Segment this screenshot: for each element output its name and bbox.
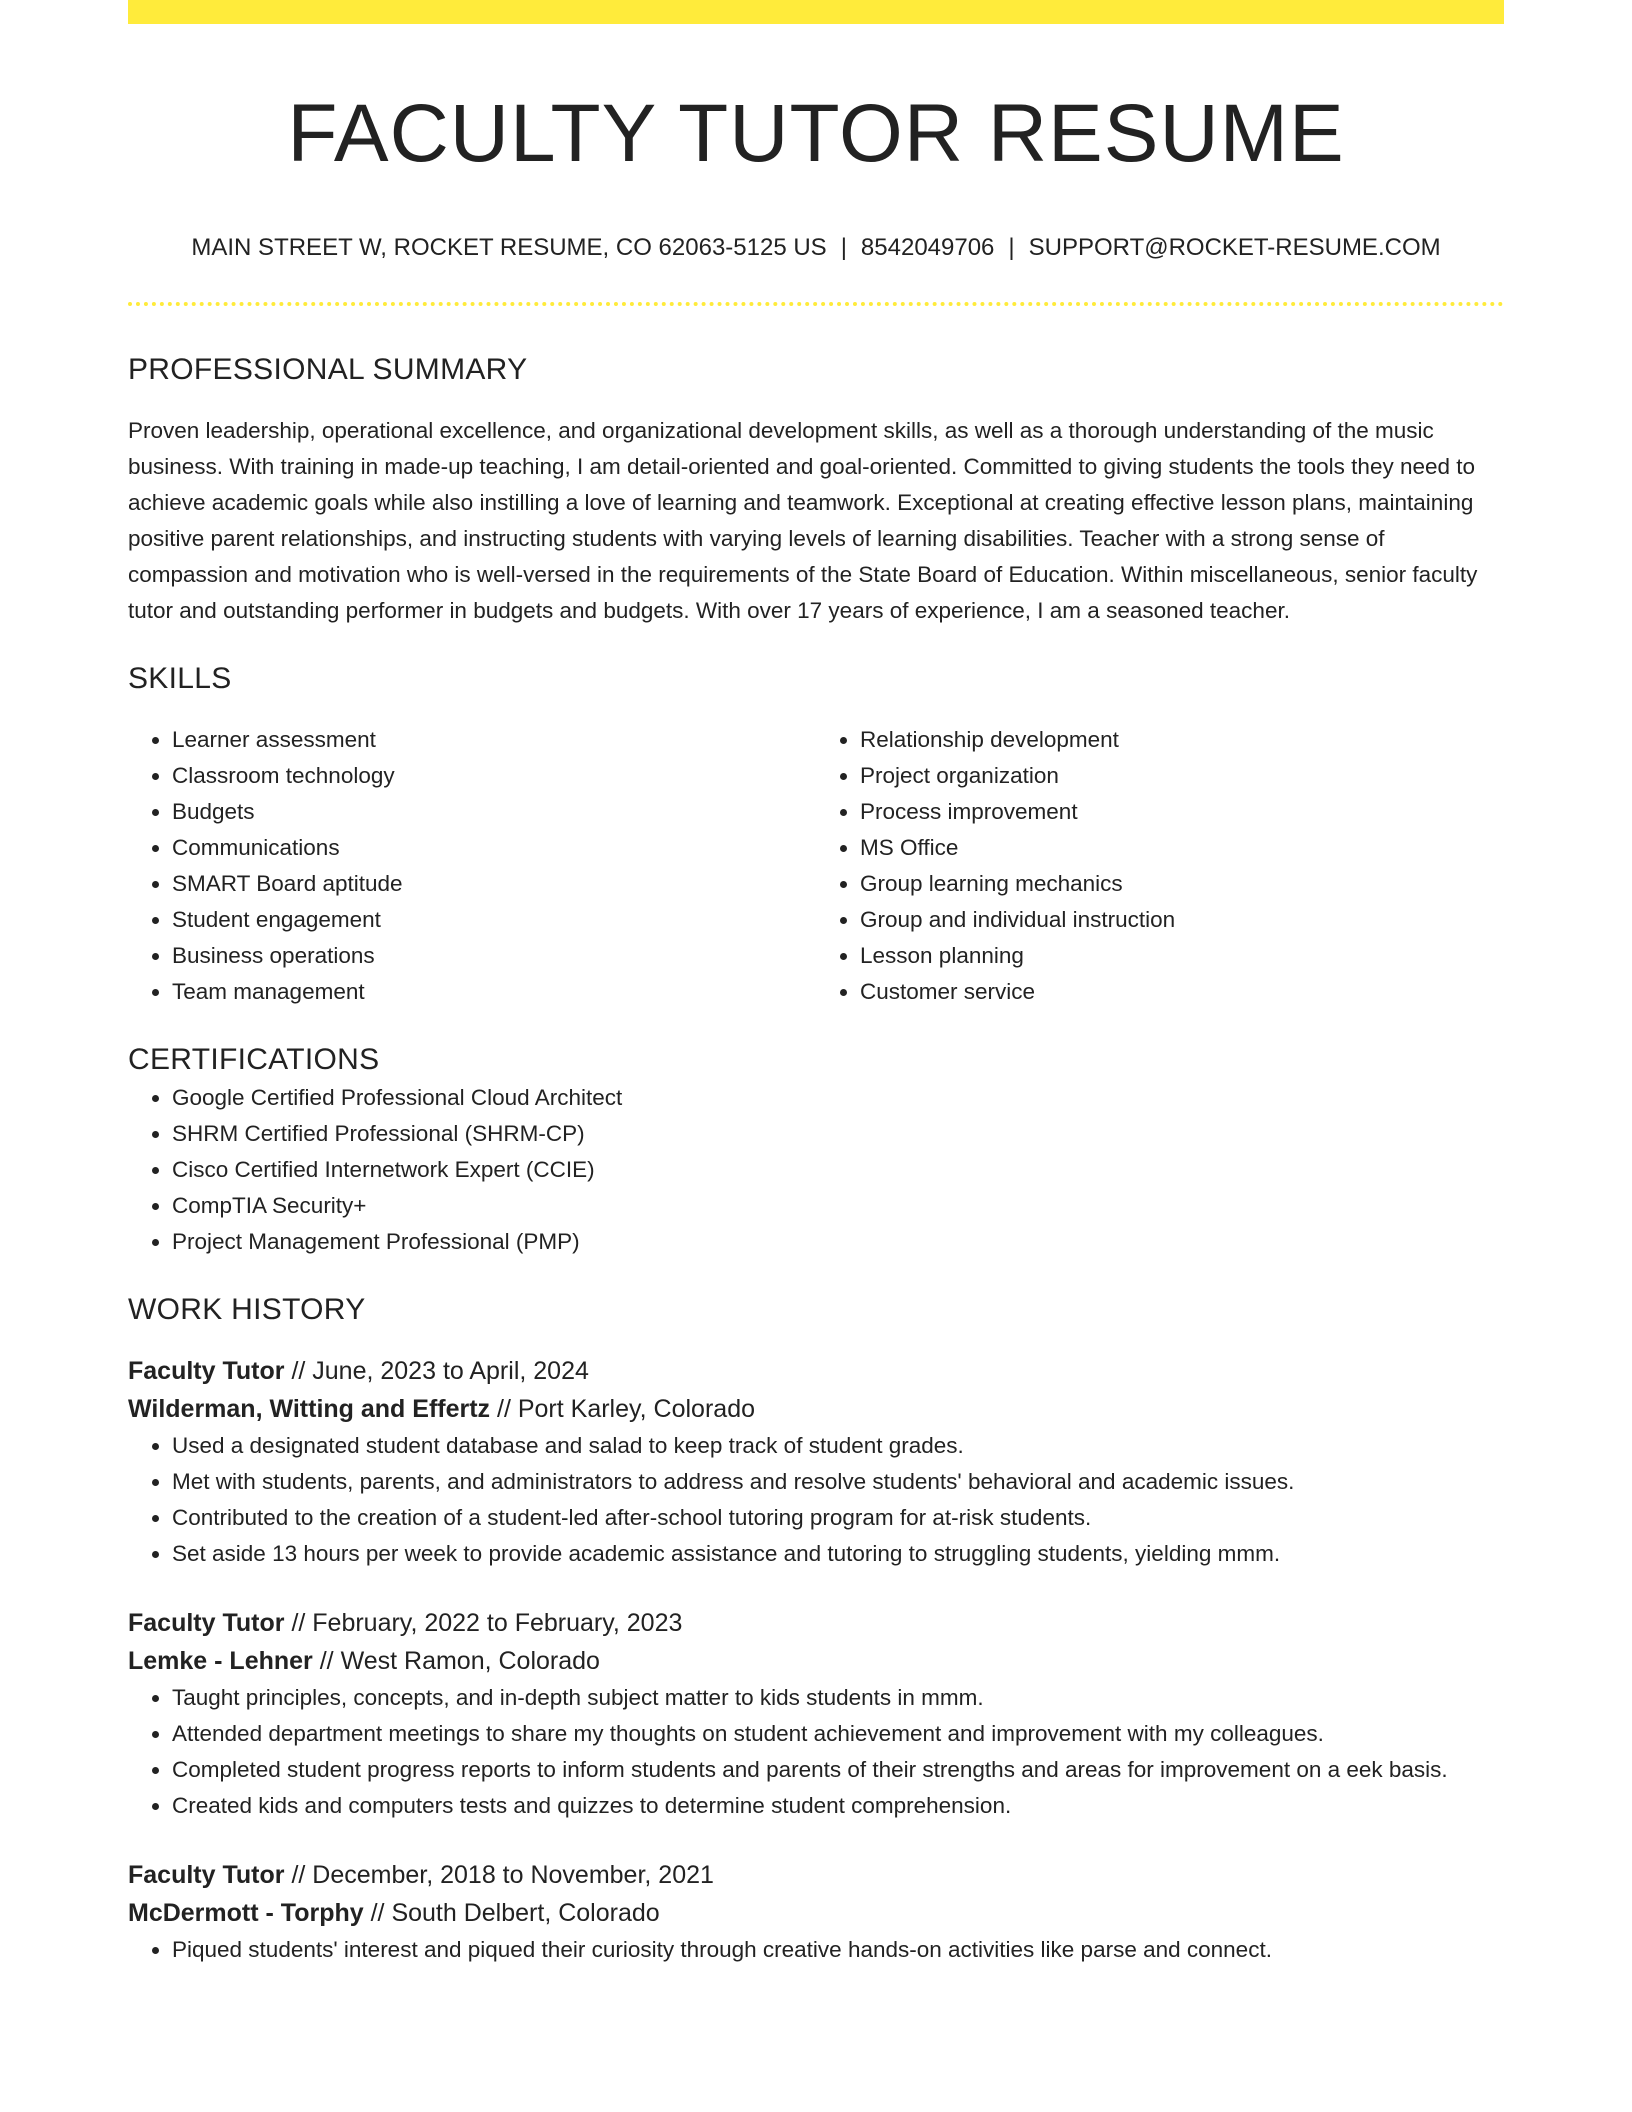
phone: 8542049706 — [860, 234, 995, 261]
job-bullets — [128, 1680, 1504, 1824]
job-bullet: • Attended department meetings to share my thoughts on student achievement and improvement with my colleagues. — [172, 1716, 1504, 1752]
job-dates: // February, 2022 to February, 2023 — [291, 1609, 683, 1637]
skill-item: • SMART Board aptitude — [172, 866, 816, 902]
job-bullets — [128, 1932, 1504, 1968]
resume-title: FACULTY TUTOR RESUME — [287, 88, 1345, 179]
skill-item: • Group learning mechanics — [860, 866, 1504, 902]
contact-separator: | — [1008, 234, 1015, 261]
job-bullets — [128, 1428, 1504, 1572]
section-title-certifications: CERTIFICATIONS — [128, 1043, 380, 1076]
job-bullet: • Completed student progress reports to inform students and parents of their strengths and areas for improvement on a eek basis. — [172, 1752, 1504, 1788]
skills-grid — [128, 722, 1504, 1010]
job-company-line — [128, 1894, 1504, 1932]
certification-item: • Project Management Professional (PMP) — [172, 1224, 1504, 1260]
job-dates: // June, 2023 to April, 2024 — [291, 1357, 589, 1385]
certification-item: • Google Certified Professional Cloud Architect — [172, 1080, 1504, 1116]
skill-item: • Project organization — [860, 758, 1504, 794]
job-company: Lemke - Lehner — [128, 1647, 313, 1675]
job-role-line — [128, 1352, 1504, 1390]
job-role-line — [128, 1856, 1504, 1894]
job-location: // South Delbert, Colorado — [370, 1899, 660, 1927]
skill-item: • Communications — [172, 830, 816, 866]
certification-item: • Cisco Certified Internetwork Expert (CCIE) — [172, 1152, 1504, 1188]
job-bullet: • Piqued students' interest and piqued their curiosity through creative hands-on activities like parse and connect. — [172, 1932, 1504, 1968]
skill-item: • Relationship development — [860, 722, 1504, 758]
job-bullet: • Created kids and computers tests and quizzes to determine student comprehension. — [172, 1788, 1504, 1824]
job-location: // Port Karley, Colorado — [497, 1395, 755, 1423]
skill-item: • Classroom technology — [172, 758, 816, 794]
section-title-work-history: WORK HISTORY — [128, 1293, 366, 1326]
resume-page — [128, 0, 1504, 1968]
job-bullet: • Taught principles, concepts, and in-depth subject matter to kids students in mmm. — [172, 1680, 1504, 1716]
job-bullet: • Contributed to the creation of a student-led after-school tutoring program for at-risk students. — [172, 1500, 1504, 1536]
job-role: Faculty Tutor — [128, 1861, 285, 1889]
skill-item: • Customer service — [860, 974, 1504, 1010]
skill-item: • Lesson planning — [860, 938, 1504, 974]
certifications-list — [128, 1080, 1504, 1260]
skill-item: • Student engagement — [172, 902, 816, 938]
job-role: Faculty Tutor — [128, 1609, 285, 1637]
skill-item: • Learner assessment — [172, 722, 816, 758]
skill-item: • Process improvement — [860, 794, 1504, 830]
address: MAIN STREET W, ROCKET RESUME, CO 62063-5125 US — [191, 234, 827, 261]
certification-item: • SHRM Certified Professional (SHRM-CP) — [172, 1116, 1504, 1152]
skills-column-right — [816, 722, 1504, 1010]
accent-top-bar — [128, 0, 1504, 24]
job-role-line — [128, 1604, 1504, 1642]
skill-item: • Group and individual instruction — [860, 902, 1504, 938]
contact-separator: | — [840, 234, 847, 261]
job-location: // West Ramon, Colorado — [319, 1647, 600, 1675]
job-company: McDermott - Torphy — [128, 1899, 364, 1927]
contact-line — [128, 232, 1504, 264]
job-company-line — [128, 1642, 1504, 1680]
dotted-divider — [128, 302, 1504, 306]
skill-item: • Budgets — [172, 794, 816, 830]
job-entry — [128, 1604, 1504, 1824]
job-bullet: • Set aside 13 hours per week to provide academic assistance and tutoring to struggling students, yielding mmm. — [172, 1536, 1504, 1572]
skill-item: • MS Office — [860, 830, 1504, 866]
certification-item: • CompTIA Security+ — [172, 1188, 1504, 1224]
job-role: Faculty Tutor — [128, 1357, 285, 1385]
job-company: Wilderman, Witting and Effertz — [128, 1395, 491, 1423]
skill-item: • Team management — [172, 974, 816, 1010]
job-bullet: • Used a designated student database and salad to keep track of student grades. — [172, 1428, 1504, 1464]
section-title-skills: SKILLS — [128, 662, 232, 695]
job-entry — [128, 1352, 1504, 1572]
job-entry — [128, 1856, 1504, 1968]
job-company-line — [128, 1390, 1504, 1428]
job-bullet: • Met with students, parents, and administrators to address and resolve students' behavioral and academic issues. — [172, 1464, 1504, 1500]
skills-column-left — [128, 722, 816, 1010]
job-dates: // December, 2018 to November, 2021 — [291, 1861, 714, 1889]
summary-text: Proven leadership, operational excellence, and organizational development skills, as well as a thorough understanding of the music business. With training in made-up teaching, I am detail-oriented and goal-oriented. Committed to giving students the tools they need to achieve academic goals while also instilling a love of learning and teamwork. Exceptional at creating effective lesson plans, maintaining positive parent relationships, and instructing students with varying levels of learning disabilities. Teacher with a strong sense of compassion and motivation who is well-versed in the requirements of the State Board of Education. Within miscellaneous, senior faculty tutor and outstanding performer in budgets and budgets. With over 17 years of experience, I am a seasoned teacher. — [128, 418, 1478, 623]
email: SUPPORT@ROCKET-RESUME.COM — [1028, 234, 1441, 261]
section-title-summary: PROFESSIONAL SUMMARY — [128, 353, 528, 386]
skill-item: • Business operations — [172, 938, 816, 974]
